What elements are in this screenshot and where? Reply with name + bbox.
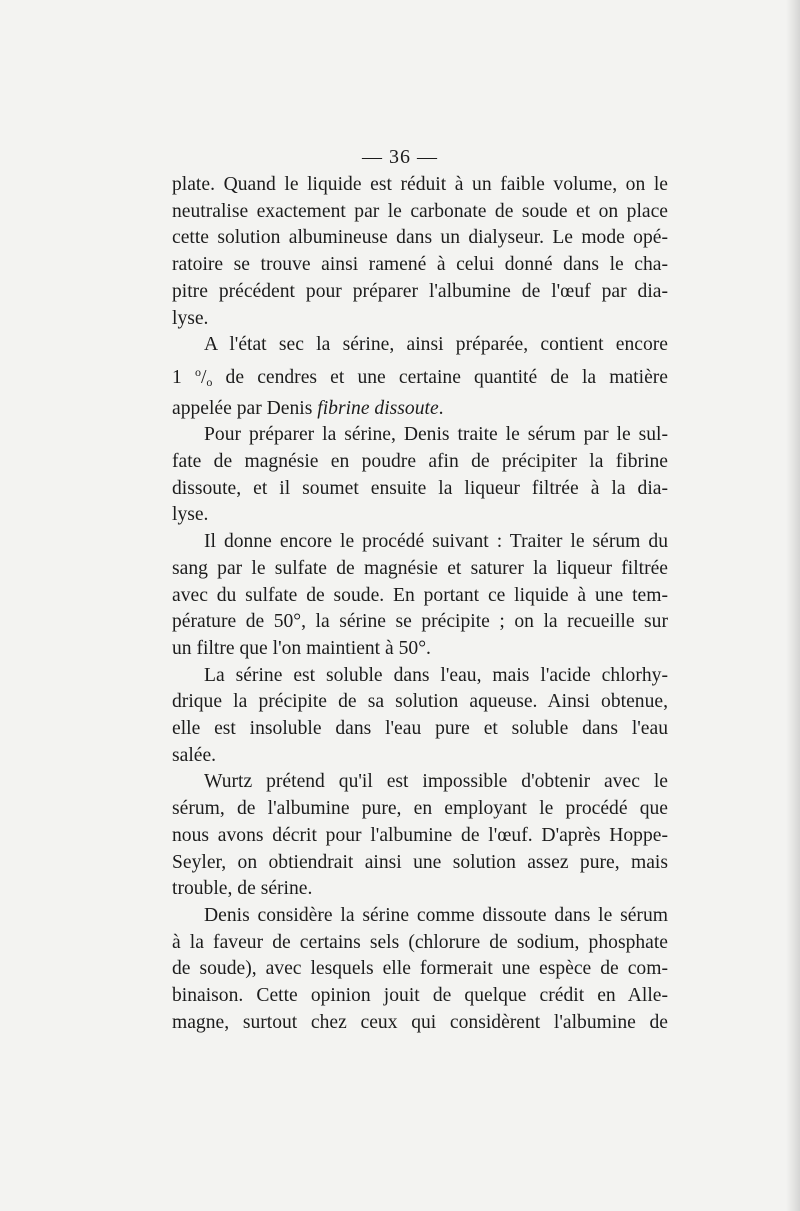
text-line: ratoire se trouve ainsi ramené à celui donné dans le cha- xyxy=(172,254,668,276)
text-line: neutralise exactement par le carbonate de soude et on place xyxy=(172,200,668,222)
body-text xyxy=(172,172,668,1037)
paragraph-4 xyxy=(172,529,668,663)
text-line: de soude), avec lesquels elle formerait une espèce de com- xyxy=(172,958,668,980)
text-line: Wurtz prétend qu'il est impossible d'obtenir avec le xyxy=(204,771,668,793)
paragraph-3 xyxy=(172,422,668,529)
italic-term: fibrine dissoute xyxy=(317,397,439,419)
paragraph-1 xyxy=(172,172,668,332)
paragraph-7 xyxy=(172,903,668,1037)
text-line: Il donne encore le procédé suivant : Traiter le sérum du xyxy=(204,531,668,553)
text-line xyxy=(172,359,668,396)
text-line: nous avons décrit pour l'albumine de l'œuf. D'après Hoppe- xyxy=(172,824,668,846)
page-number: — 36 — xyxy=(362,146,438,168)
text-line: pitre précédent pour préparer l'albumine de l'œuf par dia- xyxy=(172,280,668,302)
text-line: La sérine est soluble dans l'eau, mais l'acide chlorhy- xyxy=(204,664,668,686)
text-line: pérature de 50°, la sérine se précipite ; on la recueille sur xyxy=(172,611,668,633)
text-line: plate. Quand le liquide est réduit à un faible volume, on le xyxy=(172,174,668,195)
text-line: Denis considère la sérine comme dissoute dans le sérum xyxy=(204,904,668,926)
text-line: lyse. xyxy=(172,504,209,526)
text-line: drique la précipite de sa solution aqueuse. Ainsi obtenue, xyxy=(172,691,668,713)
text-line: un filtre que l'on maintient à 50°. xyxy=(172,637,431,659)
text-line xyxy=(172,396,668,423)
paragraph-6 xyxy=(172,769,668,903)
text-line: Pour préparer la sérine, Denis traite le sérum par le sul- xyxy=(204,424,668,446)
text-line: dissoute, et il soumet ensuite la liqueur filtrée à la dia- xyxy=(172,477,668,499)
percent-sign-lower: o xyxy=(206,374,213,389)
text-line: binaison. Cette opinion jouit de quelque crédit en Alle- xyxy=(172,985,668,1007)
text-line: A l'état sec la sérine, ainsi préparée, contient encore xyxy=(204,334,668,356)
text-line: cette solution albumineuse dans un dialyseur. Le mode opé- xyxy=(172,227,668,249)
text-line: trouble, de sérine. xyxy=(172,878,313,900)
paragraph-5 xyxy=(172,663,668,770)
text-fragment: de cendres et une certaine quantité de la matière xyxy=(212,366,668,388)
text-line: sérum, de l'albumine pure, en employant le procédé que xyxy=(172,798,668,820)
text-line: avec du sulfate de soude. En portant ce liquide à une tem- xyxy=(172,584,668,606)
text-line: à la faveur de certains sels (chlorure de sodium, phosphate xyxy=(172,931,668,953)
text-fragment: . xyxy=(438,397,444,419)
percent-sign-slash: / xyxy=(200,366,207,388)
text-line: lyse. xyxy=(172,307,209,329)
percent-sign-upper: o xyxy=(194,364,201,379)
paragraph-2 xyxy=(172,332,668,422)
text-line: magne, surtout chez ceux qui considèrent l'albumine de xyxy=(172,1011,668,1033)
text-fragment: appelée par Denis xyxy=(172,397,318,419)
text-line: salée. xyxy=(172,744,217,766)
text-line: elle est insoluble dans l'eau pure et soluble dans l'eau xyxy=(172,718,668,740)
text-line: Seyler, on obtiendrait ainsi une solution assez pure, mais xyxy=(172,851,668,873)
page-edge-shadow xyxy=(786,0,800,1211)
text-line: fate de magnésie en poudre afin de précipiter la fibrine xyxy=(172,451,668,473)
percent-number: 1 xyxy=(172,366,182,388)
text-line: sang par le sulfate de magnésie et saturer la liqueur filtrée xyxy=(172,557,668,579)
